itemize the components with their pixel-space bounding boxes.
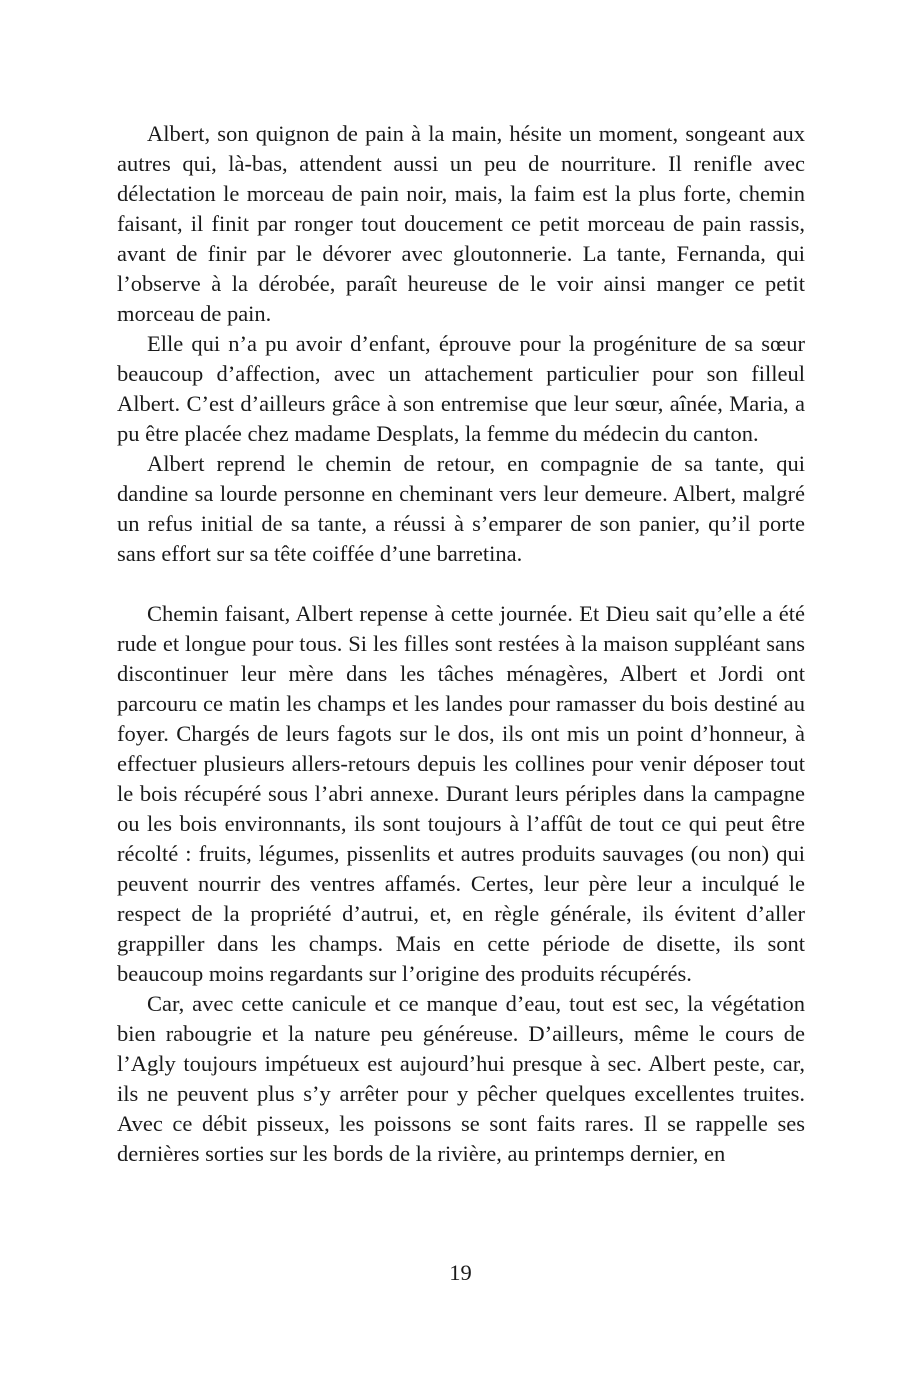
paragraph-2: Elle qui n’a pu avoir d’enfant, éprouve pour la progéniture de sa sœur beaucoup d’affection, avec un attachement particulier pour son filleul Albert. C’est d’ailleurs grâce à son entremise que leur sœur, aînée, Maria, a pu être placée chez madame Desplats, la femme du médecin du canton. [117,331,805,446]
section-break [117,569,805,599]
page-number: 19 [449,1260,472,1285]
paragraph-1: Albert, son quignon de pain à la main, hésite un moment, songeant aux autres qui, là-bas, attendent aussi un peu de nourriture. Il renifle avec délectation le morceau de pain noir, mais, la faim est la plus forte, chemin faisant, il finit par ronger tout doucement ce petit morceau de pain rassis, avant de finir par le dévorer avec gloutonnerie. La tante, Fernanda, qui l’observe à la dérobée, paraît heureuse de le voir ainsi manger ce petit morceau de pain. [117,121,805,326]
paragraph-5: Car, avec cette canicule et ce manque d’eau, tout est sec, la végétation bien rabougrie et la nature peu généreuse. D’ailleurs, même le cours de l’Agly toujours impétueux est aujourd’hui presque à sec. Albert peste, car, ils ne peuvent plus s’y arrêter pour y pêcher quelques excellentes truites. Avec ce débit pisseux, les poissons se sont faits rares. Il se rappelle ses dernières sorties sur les bords de la rivière, au printemps dernier, en [117,991,805,1166]
paragraph-4: Chemin faisant, Albert repense à cette journée. Et Dieu sait qu’elle a été rude et longue pour tous. Si les filles sont restées à la maison suppléant sans discontinuer leur mère dans les tâches ménagères, Albert et Jordi ont parcouru ce matin les champs et les landes pour ramasser du bois destiné au foyer. Chargés de leurs fagots sur le dos, ils ont mis un point d’honneur, à effectuer plusieurs allers-retours depuis les collines pour venir déposer tout le bois récupéré sous l’abri annexe. Durant leurs périples dans la campagne ou les bois environnants, ils sont toujours à l’affût de tout ce qui peut être récolté : fruits, légumes, pissenlits et autres produits sauvages (ou non) qui peuvent nourrir des ventres affamés. Certes, leur père leur a inculqué le respect de la propriété d’autrui, et, en règle générale, ils évitent d’aller grappiller dans les champs. Mais en cette période de disette, ils sont beaucoup moins regardants sur l’origine des produits récupérés. [117,601,805,986]
paragraph-3: Albert reprend le chemin de retour, en compagnie de sa tante, qui dandine sa lourde personne en cheminant vers leur demeure. Albert, malgré un refus initial de sa tante, a réussi à s’emparer de son panier, qu’il porte sans effort sur sa tête coiffée d’une barretina. [117,451,805,566]
body-text [117,119,805,1169]
